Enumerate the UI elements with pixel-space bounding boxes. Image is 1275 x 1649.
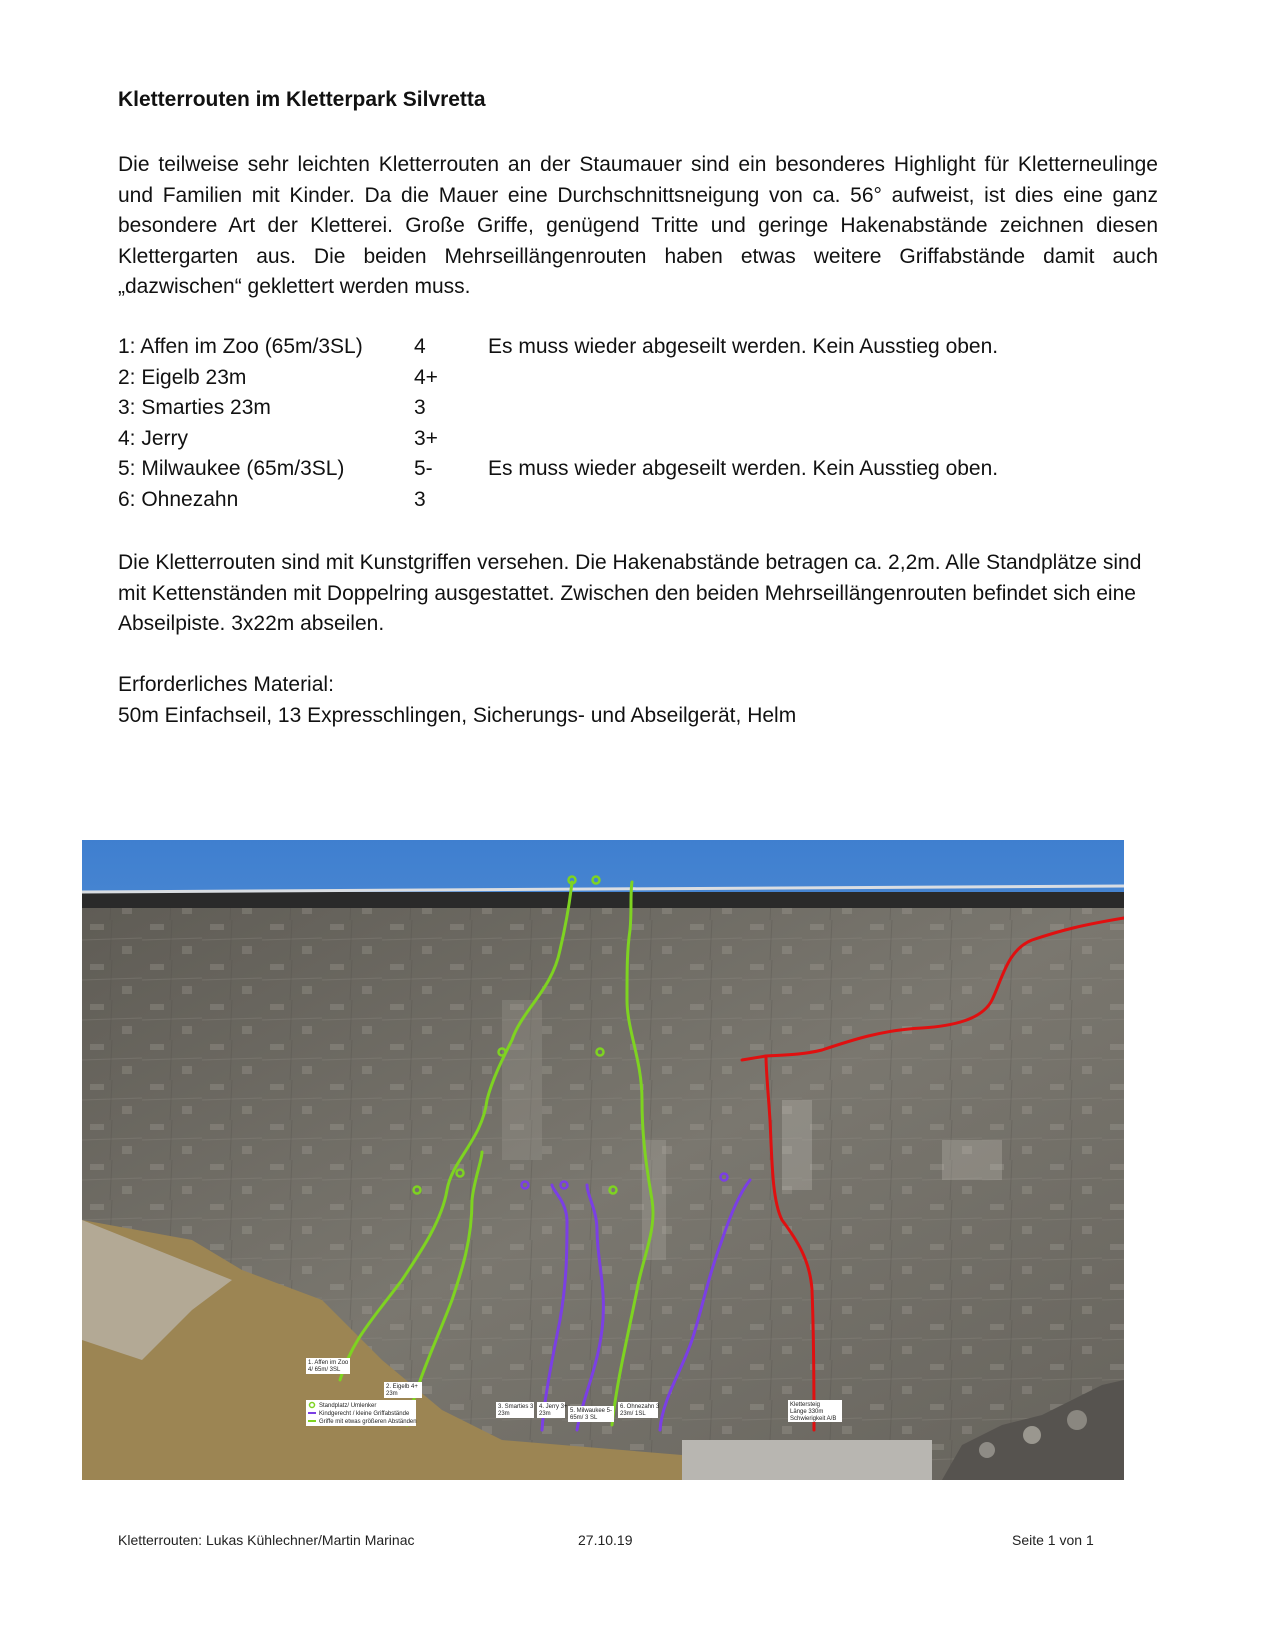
route-item <box>118 332 1118 363</box>
route-item <box>118 424 1118 455</box>
dam-crest <box>82 892 1124 910</box>
klettersteig-label <box>788 1400 842 1422</box>
route-grade: 3 <box>414 487 426 511</box>
intro-paragraph: Die teilweise sehr leichten Kletterrouten an der Staumauer sind ein besonderes Highlight für Kletterneulinge und Familien mit Kinder. Da die Mauer eine Durchschnittsneigung von ca. 56° aufweist, ist dies eine ganz besondere Art der Kletterei. Große Griffe, genügend Tritte und geringe Hakenabstände zeichnen diesen Klettergarten aus. Die beiden Mehrseillängenrouten haben etwas weitere Griffabstände damit auch „dazwischen“ geklettert werden muss. <box>118 153 1158 298</box>
svg-text:23m: 23m <box>539 1411 551 1417</box>
route-name: 4: Jerry <box>118 426 189 450</box>
svg-text:Schwierigkeit A/B: Schwierigkeit A/B <box>790 1416 837 1422</box>
svg-text:5. Milwaukee 5-: 5. Milwaukee 5- <box>570 1408 613 1414</box>
route-name: 5: Milwaukee (65m/3SL) <box>118 457 345 480</box>
route-item <box>118 454 1118 485</box>
route-name: 6: Ohnezahn <box>118 487 239 511</box>
route-name: 1: Affen im Zoo (65m/3SL) <box>118 335 363 358</box>
route-note: Es muss wieder abgeseilt werden. Kein Ausstieg oben. <box>488 335 999 358</box>
path <box>682 1440 932 1480</box>
svg-text:6. Ohnezahn 3: 6. Ohnezahn 3 <box>620 1404 660 1410</box>
route-list <box>118 332 1118 515</box>
route-name: 3: Smarties 23m <box>118 396 271 419</box>
svg-text:Griffe mit etwas größeren Abst: Griffe mit etwas größeren Abständen <box>319 1419 417 1425</box>
route-label-1 <box>306 1358 350 1374</box>
svg-text:1. Affen im Zoo: 1. Affen im Zoo <box>308 1360 349 1366</box>
route-grade: 4 <box>414 335 426 358</box>
map-legend <box>306 1400 417 1426</box>
svg-text:4/ 65m/ 3SL: 4/ 65m/ 3SL <box>308 1367 341 1373</box>
material-heading: Erforderliches Material: <box>118 673 334 696</box>
svg-text:4. Jerry 3+: 4. Jerry 3+ <box>539 1404 568 1410</box>
material-list: 50m Einfachseil, 13 Expresschlingen, Sicherungs- und Abseilgerät, Helm <box>118 703 797 727</box>
svg-text:2. Eigelb 4+: 2. Eigelb 4+ <box>386 1384 418 1390</box>
route-name: 2: Eigelb 23m <box>118 365 247 389</box>
route-item <box>118 485 1118 516</box>
document-title: Kletterrouten im Kletterpark Silvretta <box>118 88 486 111</box>
route-label-5 <box>568 1406 614 1422</box>
svg-text:23m/ 1SL: 23m/ 1SL <box>620 1411 646 1417</box>
route-label-4 <box>537 1402 568 1418</box>
svg-text:Klettersteig: Klettersteig <box>790 1402 821 1408</box>
route-grade: 5- <box>414 457 433 480</box>
details-paragraph: Die Kletterrouten sind mit Kunstgriffen versehen. Die Hakenabstände betragen ca. 2,2m. Alle Standplätze sind mit Kettenständen mit Doppelring ausgestattet. Zwischen den beiden Mehrseillängenrouten befindet sich eine Abseilpiste. 3x22m abseilen. <box>118 551 1142 635</box>
route-label-6 <box>618 1402 660 1418</box>
svg-text:23m: 23m <box>386 1391 398 1397</box>
svg-text:Kindgerecht / kleine Griffabst: Kindgerecht / kleine Griffabstände <box>319 1411 410 1417</box>
svg-text:65m/ 3 SL: 65m/ 3 SL <box>570 1415 598 1421</box>
svg-text:Standplatz/ Umlenker: Standplatz/ Umlenker <box>319 1403 377 1409</box>
material-section <box>118 670 796 731</box>
route-item <box>118 363 1118 394</box>
svg-text:Länge 330m: Länge 330m <box>790 1409 824 1415</box>
footer-date: 27.10.19 <box>578 1532 633 1548</box>
route-grade: 4+ <box>414 365 438 389</box>
svg-text:23m: 23m <box>498 1411 510 1417</box>
route-grade: 3 <box>414 396 426 419</box>
svg-text:3. Smarties 3: 3. Smarties 3 <box>498 1404 534 1410</box>
footer-page-number: Seite 1 von 1 <box>1012 1532 1094 1548</box>
dam-route-photo <box>82 840 1124 1480</box>
route-note: Es muss wieder abgeseilt werden. Kein Ausstieg oben. <box>488 457 999 480</box>
footer-authors: Kletterrouten: Lukas Kühlechner/Martin Marinac <box>118 1532 415 1548</box>
route-grade: 3+ <box>414 426 438 450</box>
route-label-2 <box>384 1382 422 1398</box>
route-label-3 <box>496 1402 534 1418</box>
route-item <box>118 393 1118 424</box>
